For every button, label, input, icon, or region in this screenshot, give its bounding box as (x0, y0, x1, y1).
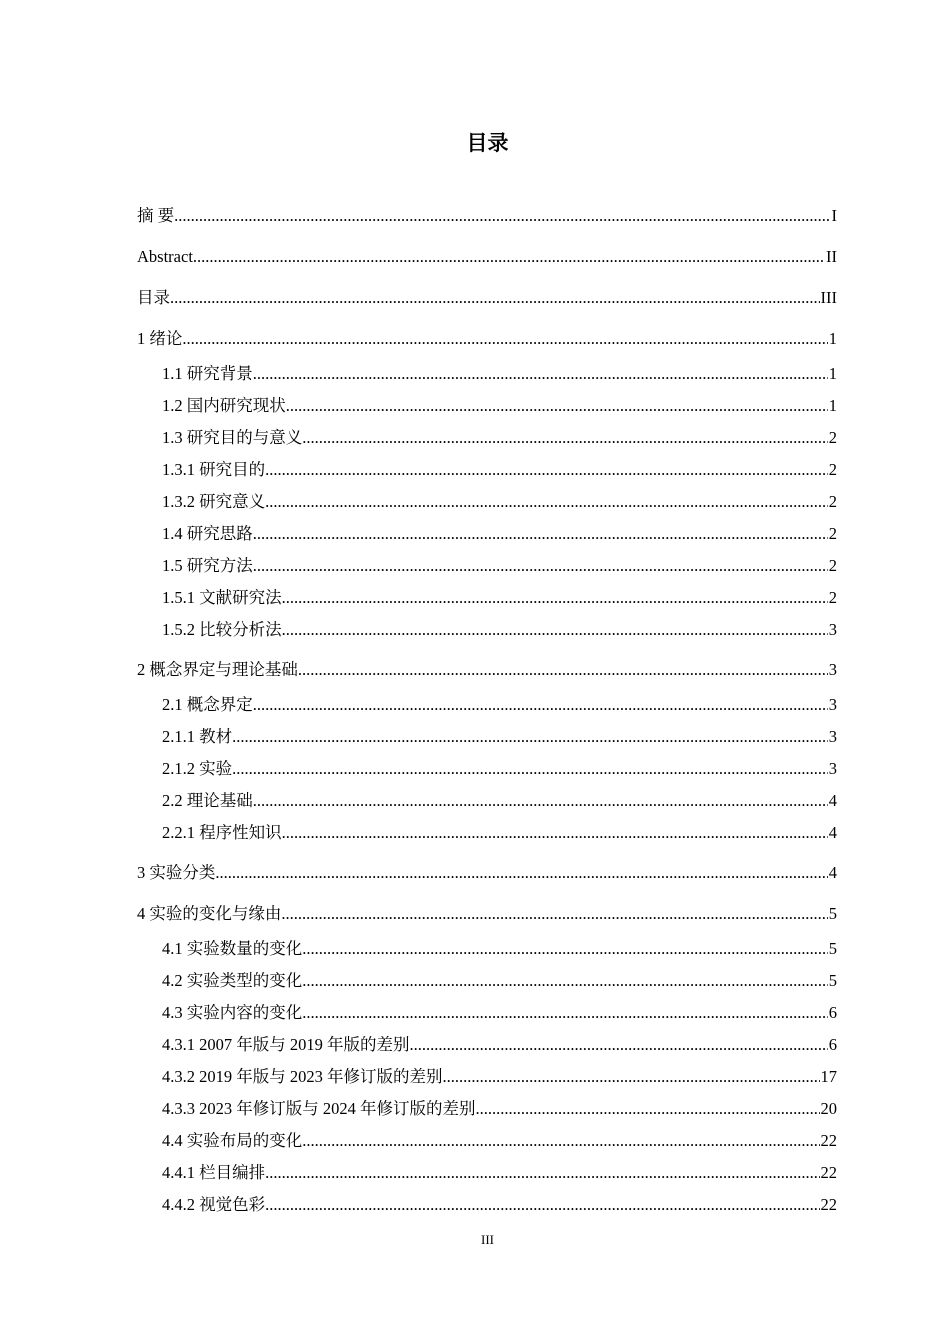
toc-leader-dots (302, 422, 828, 454)
toc-entry[interactable] (137, 898, 837, 930)
toc-entry[interactable] (137, 614, 837, 646)
toc-entry[interactable] (137, 200, 837, 232)
toc-entry-title: 4.4.2 视觉色彩 (162, 1195, 266, 1214)
toc-entry[interactable] (137, 390, 837, 422)
toc-entry-page: 2 (828, 428, 837, 447)
toc-leader-dots (476, 1093, 820, 1125)
toc-leader-dots (253, 518, 828, 550)
toc-entry-page: 1 (828, 396, 837, 415)
toc-entry-page: 4 (828, 823, 837, 842)
toc-leader-dots (174, 200, 830, 232)
toc-entry[interactable] (137, 857, 837, 889)
toc-entry-title: 4.3 实验内容的变化 (162, 1003, 303, 1022)
toc-entry-page: II (826, 247, 837, 266)
toc-leader-dots (253, 689, 828, 721)
toc-entry[interactable] (137, 1157, 837, 1189)
toc-entry[interactable] (137, 518, 837, 550)
toc-entry-title: 1 绪论 (137, 329, 183, 348)
toc-leader-dots (302, 1125, 819, 1157)
toc-entry-page: 1 (828, 329, 837, 348)
toc-entry-page: 2 (828, 460, 837, 479)
toc-entry-title: 2.2 理论基础 (162, 791, 253, 810)
toc-entry-title: 3 实验分类 (137, 863, 216, 882)
toc-leader-dots (182, 323, 827, 355)
toc-entry-page: 1 (828, 364, 837, 383)
toc-entry-page: 2 (828, 492, 837, 511)
toc-entry-title: 目录 (137, 288, 170, 307)
toc-entry-title: 2 概念界定与理论基础 (137, 660, 298, 679)
toc-entry-title: 1.3.1 研究目的 (162, 460, 266, 479)
toc-leader-dots (253, 358, 828, 390)
toc-entry[interactable] (137, 753, 837, 785)
toc-leader-dots (232, 753, 828, 785)
toc-entry-title: 4.1 实验数量的变化 (162, 939, 303, 958)
toc-entry[interactable] (137, 1061, 837, 1093)
toc-leader-dots (302, 933, 828, 965)
toc-entry[interactable] (137, 486, 837, 518)
toc-leader-dots (443, 1061, 820, 1093)
toc-entry[interactable] (137, 689, 837, 721)
toc-entry-title: 4.3.2 2019 年版与 2023 年修订版的差别 (162, 1067, 443, 1086)
toc-leader-dots (232, 721, 828, 753)
toc-entry-title: 1.2 国内研究现状 (162, 396, 286, 415)
toc-entry[interactable] (137, 454, 837, 486)
toc-entry[interactable] (137, 1093, 837, 1125)
toc-entry-title: 2.1 概念界定 (162, 695, 253, 714)
toc-leader-dots (265, 1157, 819, 1189)
toc-entry-page: III (820, 288, 837, 307)
toc-entry-page: 4 (828, 791, 837, 810)
toc-entry-page: 2 (828, 556, 837, 575)
toc-entry[interactable] (137, 323, 837, 355)
toc-entry[interactable] (137, 582, 837, 614)
toc-entry-title: 4.4 实验布局的变化 (162, 1131, 303, 1150)
toc-entry-title: 1.5 研究方法 (162, 556, 253, 575)
toc-entry-title: 2.2.1 程序性知识 (162, 823, 282, 842)
toc-entry-page: 6 (828, 1035, 837, 1054)
toc-leader-dots (193, 241, 825, 273)
toc-entry[interactable] (137, 817, 837, 849)
toc-entry[interactable] (137, 422, 837, 454)
toc-entry[interactable] (137, 550, 837, 582)
toc-entry-page: 2 (828, 588, 837, 607)
toc-entry-title: 1.1 研究背景 (162, 364, 253, 383)
toc-entry-title: 4 实验的变化与缘由 (137, 904, 282, 923)
toc-entry-page: 5 (828, 939, 837, 958)
toc-entry[interactable] (137, 282, 837, 314)
toc-entry-title: 2.1.2 实验 (162, 759, 233, 778)
toc-leader-dots (302, 997, 828, 1029)
toc-entry[interactable] (137, 997, 837, 1029)
toc-entry-page: 22 (820, 1131, 837, 1150)
toc-leader-dots (281, 898, 827, 930)
toc-leader-dots (253, 785, 828, 817)
toc-entry-page: 5 (828, 971, 837, 990)
toc-entry[interactable] (137, 241, 837, 273)
toc-entry-page: 5 (828, 904, 837, 923)
toc-entry-title: 4.2 实验类型的变化 (162, 971, 303, 990)
toc-entry[interactable] (137, 721, 837, 753)
toc-entry-title: Abstract (137, 247, 193, 266)
toc-entry-title: 1.3 研究目的与意义 (162, 428, 303, 447)
toc-entry-page: 3 (828, 727, 837, 746)
toc-entry[interactable] (137, 1029, 837, 1061)
toc-leader-dots (302, 965, 828, 997)
toc-entry-title: 1.4 研究思路 (162, 524, 253, 543)
toc-entry-page: 3 (828, 759, 837, 778)
toc-entry[interactable] (137, 965, 837, 997)
toc-entry-page: 3 (828, 620, 837, 639)
page-title: 目录 (466, 131, 509, 155)
toc-entry-title: 1.5.1 文献研究法 (162, 588, 282, 607)
toc-leader-dots (215, 857, 827, 889)
toc-entry-page: 22 (820, 1195, 837, 1214)
toc-entry-title: 4.3.1 2007 年版与 2019 年版的差别 (162, 1035, 410, 1054)
toc-entry-page: 17 (820, 1067, 837, 1086)
toc-leader-dots (410, 1029, 828, 1061)
toc-entry-page: 3 (828, 660, 837, 679)
toc-leader-dots (282, 614, 828, 646)
toc-leader-dots (265, 454, 828, 486)
toc-entry-page: 6 (828, 1003, 837, 1022)
toc-leader-dots (298, 654, 828, 686)
toc-entry-title: 4.4.1 栏目编排 (162, 1163, 266, 1182)
toc-entry-title: 4.3.3 2023 年修订版与 2024 年修订版的差别 (162, 1099, 476, 1118)
toc-leader-dots (282, 582, 828, 614)
toc-entry[interactable] (137, 933, 837, 965)
toc-entry[interactable] (137, 358, 837, 390)
toc-leader-dots (265, 1189, 819, 1221)
table-of-contents (137, 200, 837, 1221)
toc-entry[interactable] (137, 1189, 837, 1221)
toc-entry-title: 2.1.1 教材 (162, 727, 233, 746)
toc-entry-title: 1.5.2 比较分析法 (162, 620, 282, 639)
toc-entry-page: 22 (820, 1163, 837, 1182)
toc-leader-dots (265, 486, 828, 518)
page-number: III (481, 1232, 494, 1247)
toc-entry-page: I (831, 206, 837, 225)
toc-entry-page: 3 (828, 695, 837, 714)
toc-entry[interactable] (137, 654, 837, 686)
toc-leader-dots (253, 550, 828, 582)
toc-entry-title: 摘 要 (137, 206, 175, 225)
toc-entry[interactable] (137, 785, 837, 817)
toc-entry-page: 4 (828, 863, 837, 882)
toc-entry-page: 2 (828, 524, 837, 543)
toc-entry-title: 1.3.2 研究意义 (162, 492, 266, 511)
toc-leader-dots (282, 817, 828, 849)
toc-leader-dots (170, 282, 820, 314)
toc-leader-dots (286, 390, 828, 422)
toc-entry[interactable] (137, 1125, 837, 1157)
toc-entry-page: 20 (820, 1099, 837, 1118)
